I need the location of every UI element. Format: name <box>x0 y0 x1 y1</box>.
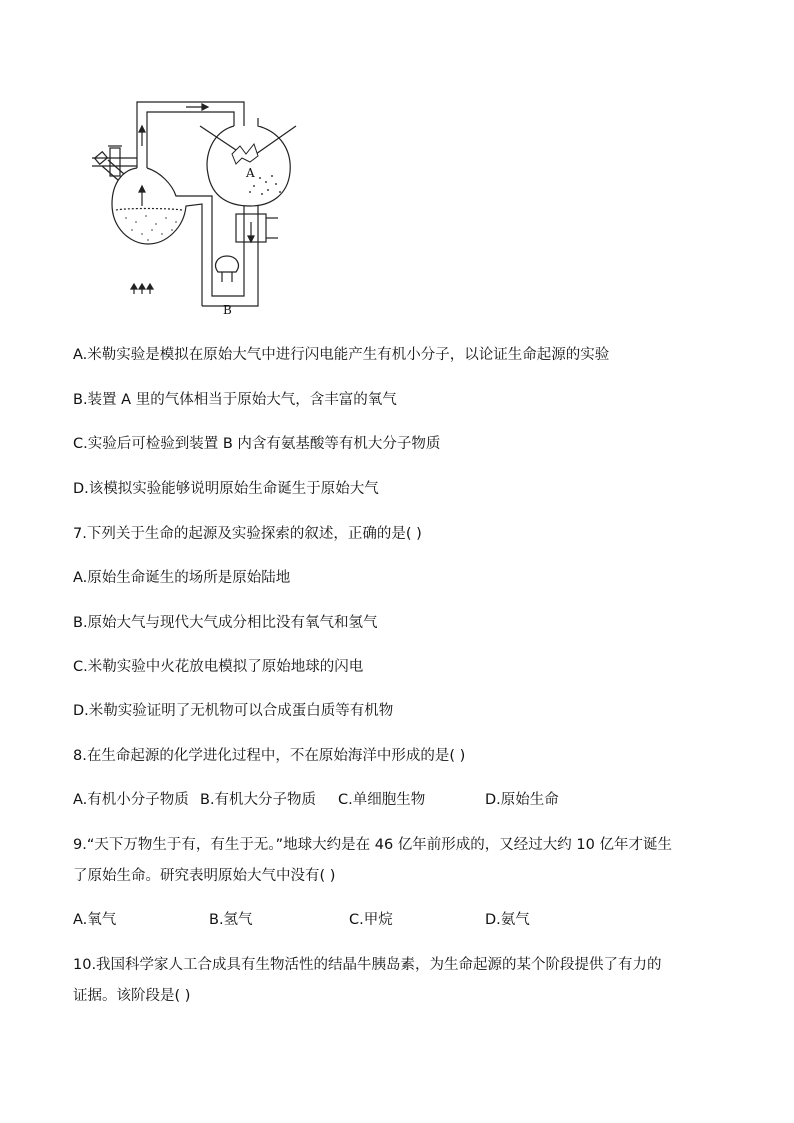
q6-option-d: D.该模拟实验能够说明原始生命诞生于原始大气 <box>73 481 379 497</box>
q9-stem-line1: 9.“天下万物生于有，有生于无。”地球大约是在 46 亿年前形成的，又经过大约 10 亿年才诞生 <box>73 837 672 853</box>
q8-option-d: D.原始生命 <box>485 792 559 808</box>
q8-option-c: C.单细胞生物 <box>338 792 426 808</box>
label-b: B <box>223 303 232 317</box>
q10-stem-line1: 10.我国科学家人工合成具有生物活性的结晶牛胰岛素，为生命起源的某个阶段提供了有力的 <box>73 957 662 973</box>
q7-option-c: C.米勒实验中火花放电模拟了原始地球的闪电 <box>73 659 364 675</box>
q8-options <box>73 790 773 810</box>
q7-option-a: A.原始生命诞生的场所是原始陆地 <box>73 570 291 586</box>
miller-apparatus-figure <box>82 96 312 324</box>
q9-option-c: C.甲烷 <box>349 912 393 928</box>
q8-option-b: B.有机大分子物质 <box>200 792 317 808</box>
q7-option-b: B.原始大气与现代大气成分相比没有氧气和氢气 <box>73 615 378 631</box>
q6-option-b: B.装置 A 里的气体相当于原始大气，含丰富的氧气 <box>73 392 397 408</box>
q9-stem-line2: 了原始生命。研究表明原始大气中没有( ) <box>73 868 336 884</box>
q9-option-d: D.氨气 <box>485 912 530 928</box>
q9-option-a: A.氧气 <box>73 912 117 928</box>
q7-option-d: D.米勒实验证明了无机物可以合成蛋白质等有机物 <box>73 703 394 719</box>
q6-option-c: C.实验后可检验到装置 B 内含有氨基酸等有机大分子物质 <box>73 436 441 452</box>
q6-option-a: A.米勒实验是模拟在原始大气中进行闪电能产生有机小分子，以论证生命起源的实验 <box>73 347 610 363</box>
q8-option-a: A.有机小分子物质 <box>73 792 189 808</box>
q8-stem: 8.在生命起源的化学进化过程中，不在原始海洋中形成的是( ) <box>73 748 466 764</box>
q9-option-b: B.氢气 <box>209 912 253 928</box>
q7-stem: 7.下列关于生命的起源及实验探索的叙述，正确的是( ) <box>73 526 422 542</box>
label-a: A <box>246 166 255 180</box>
q9-options <box>73 910 773 930</box>
q10-stem-line2: 证据。该阶段是( ) <box>73 988 191 1004</box>
